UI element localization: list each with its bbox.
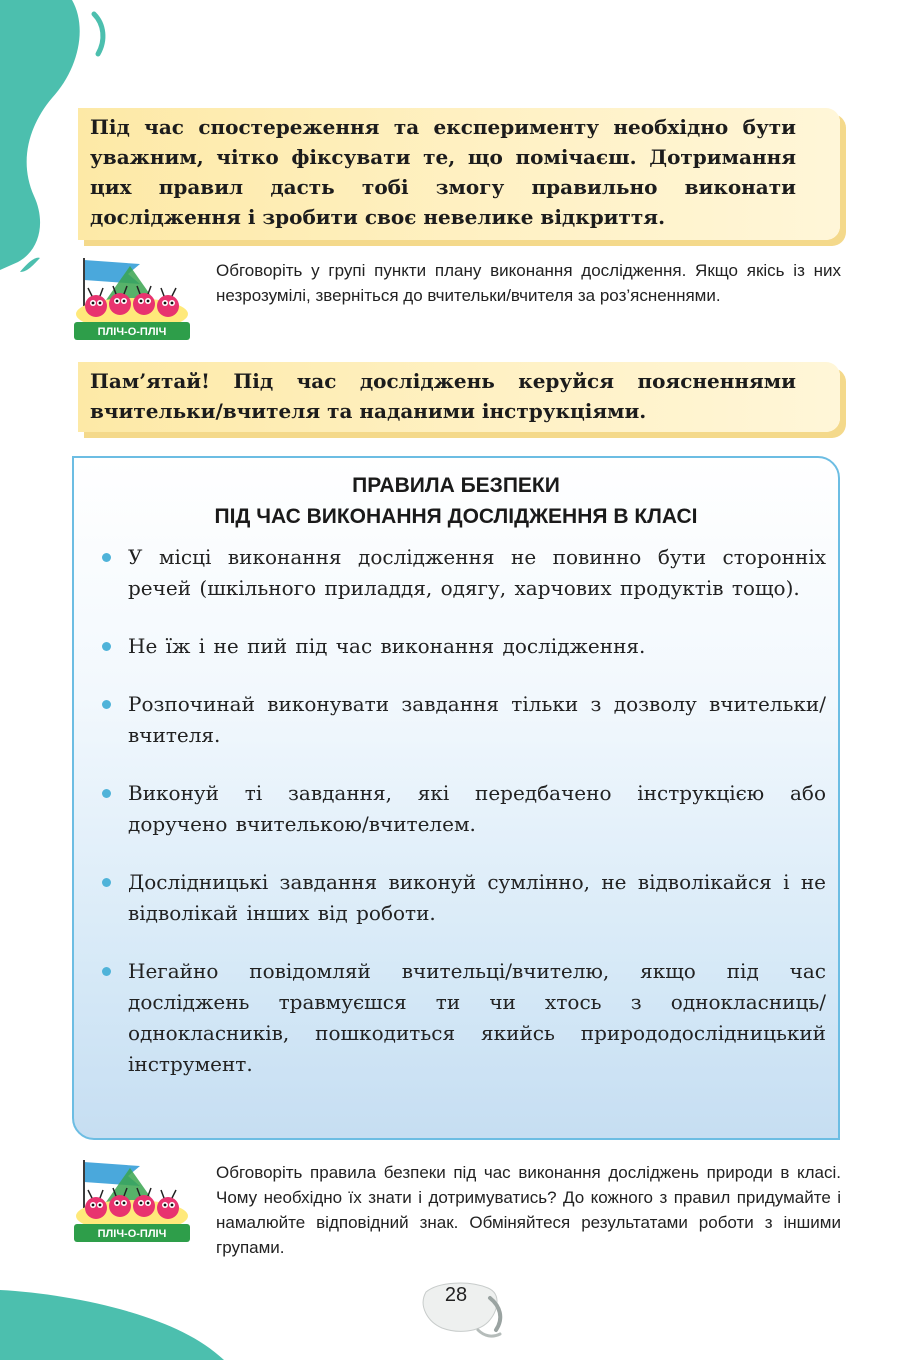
group-task-1-text: Обговоріть у групі пункти плану виконання дослідження. Якщо якісь із них незрозумілі, зверніться до вчительки/вчителя за роз’ясненнями. — [216, 261, 841, 305]
safety-rule-item — [94, 956, 826, 1080]
safety-rule-item — [94, 867, 826, 929]
group-task-2-text: Обговоріть правила безпеки під час виконання досліджень природи в класі. Чому необхідно їх знати і дотримуватись? До кожного з правил придумайте і намалюйте відповідний знак. Обміняйтеся результатами роботи з іншими групами. — [216, 1163, 841, 1257]
bullet-icon — [102, 700, 111, 709]
bullet-icon — [102, 553, 111, 562]
remember-note-text: Пам’ятай! Під час досліджень керуйся поясненнями вчительки/вчителя та наданими інструкціями. — [90, 369, 796, 423]
page-number: 28 — [444, 1284, 468, 1306]
remember-note — [78, 362, 840, 432]
safety-rule-text: Не їж і не пий під час виконання дослідження. — [128, 634, 646, 658]
bullet-icon — [102, 789, 111, 798]
safety-rule-item — [94, 631, 826, 662]
group-task-1 — [70, 258, 850, 348]
page-number-badge — [418, 1278, 510, 1344]
safety-rule-item — [94, 689, 826, 751]
teamwork-icon — [70, 258, 194, 344]
safety-rules-title-line1: ПРАВИЛА БЕЗПЕКИ — [352, 474, 560, 497]
safety-rule-item — [94, 542, 826, 604]
safety-rules-title-line2: ПІД ЧАС ВИКОНАННЯ ДОСЛІДЖЕННЯ В КЛАСІ — [214, 505, 698, 528]
teamwork-icon-label: ПЛІЧ-О-ПЛІЧ — [97, 326, 167, 338]
safety-rules-list — [94, 542, 826, 1080]
safety-rule-text: Негайно повідомляй вчительці/вчителю, якщо під час досліджень травмуєшся ти чи хтось з однокласниць/однокласників, пошкодиться якийсь природодослідницький інструмент. — [128, 959, 826, 1076]
bullet-icon — [102, 642, 111, 651]
safety-rules-card — [72, 456, 840, 1140]
safety-rule-text: У місці виконання дослідження не повинно бути сторонніх речей (шкільного приладдя, одягу, харчових продуктів тощо). — [128, 545, 826, 600]
intro-note-text: Під час спостереження та експерименту необхідно бути уважним, чітко фіксувати те, що помічаєш. Дотримання цих правил дасть тобі змогу правильно виконати дослідження і зробити своє невелике відкриття. — [90, 115, 796, 229]
bullet-icon — [102, 878, 111, 887]
bullet-icon — [102, 967, 111, 976]
safety-rule-text: Виконуй ті завдання, які передбачено інструкцією або доручено вчителькою/вчителем. — [128, 781, 826, 836]
safety-rule-text: Розпочинай виконувати завдання тільки з дозволу вчительки/вчителя. — [128, 692, 826, 747]
teamwork-icon-label: ПЛІЧ-О-ПЛІЧ — [97, 1228, 167, 1240]
safety-rule-item — [94, 778, 826, 840]
intro-note — [78, 108, 840, 240]
group-task-2 — [70, 1160, 850, 1260]
safety-rules-title — [74, 470, 838, 532]
safety-rule-text: Дослідницькі завдання виконуй сумлінно, не відволікайся і не відволікай інших від роботи. — [128, 870, 826, 925]
teamwork-icon — [70, 1160, 194, 1246]
